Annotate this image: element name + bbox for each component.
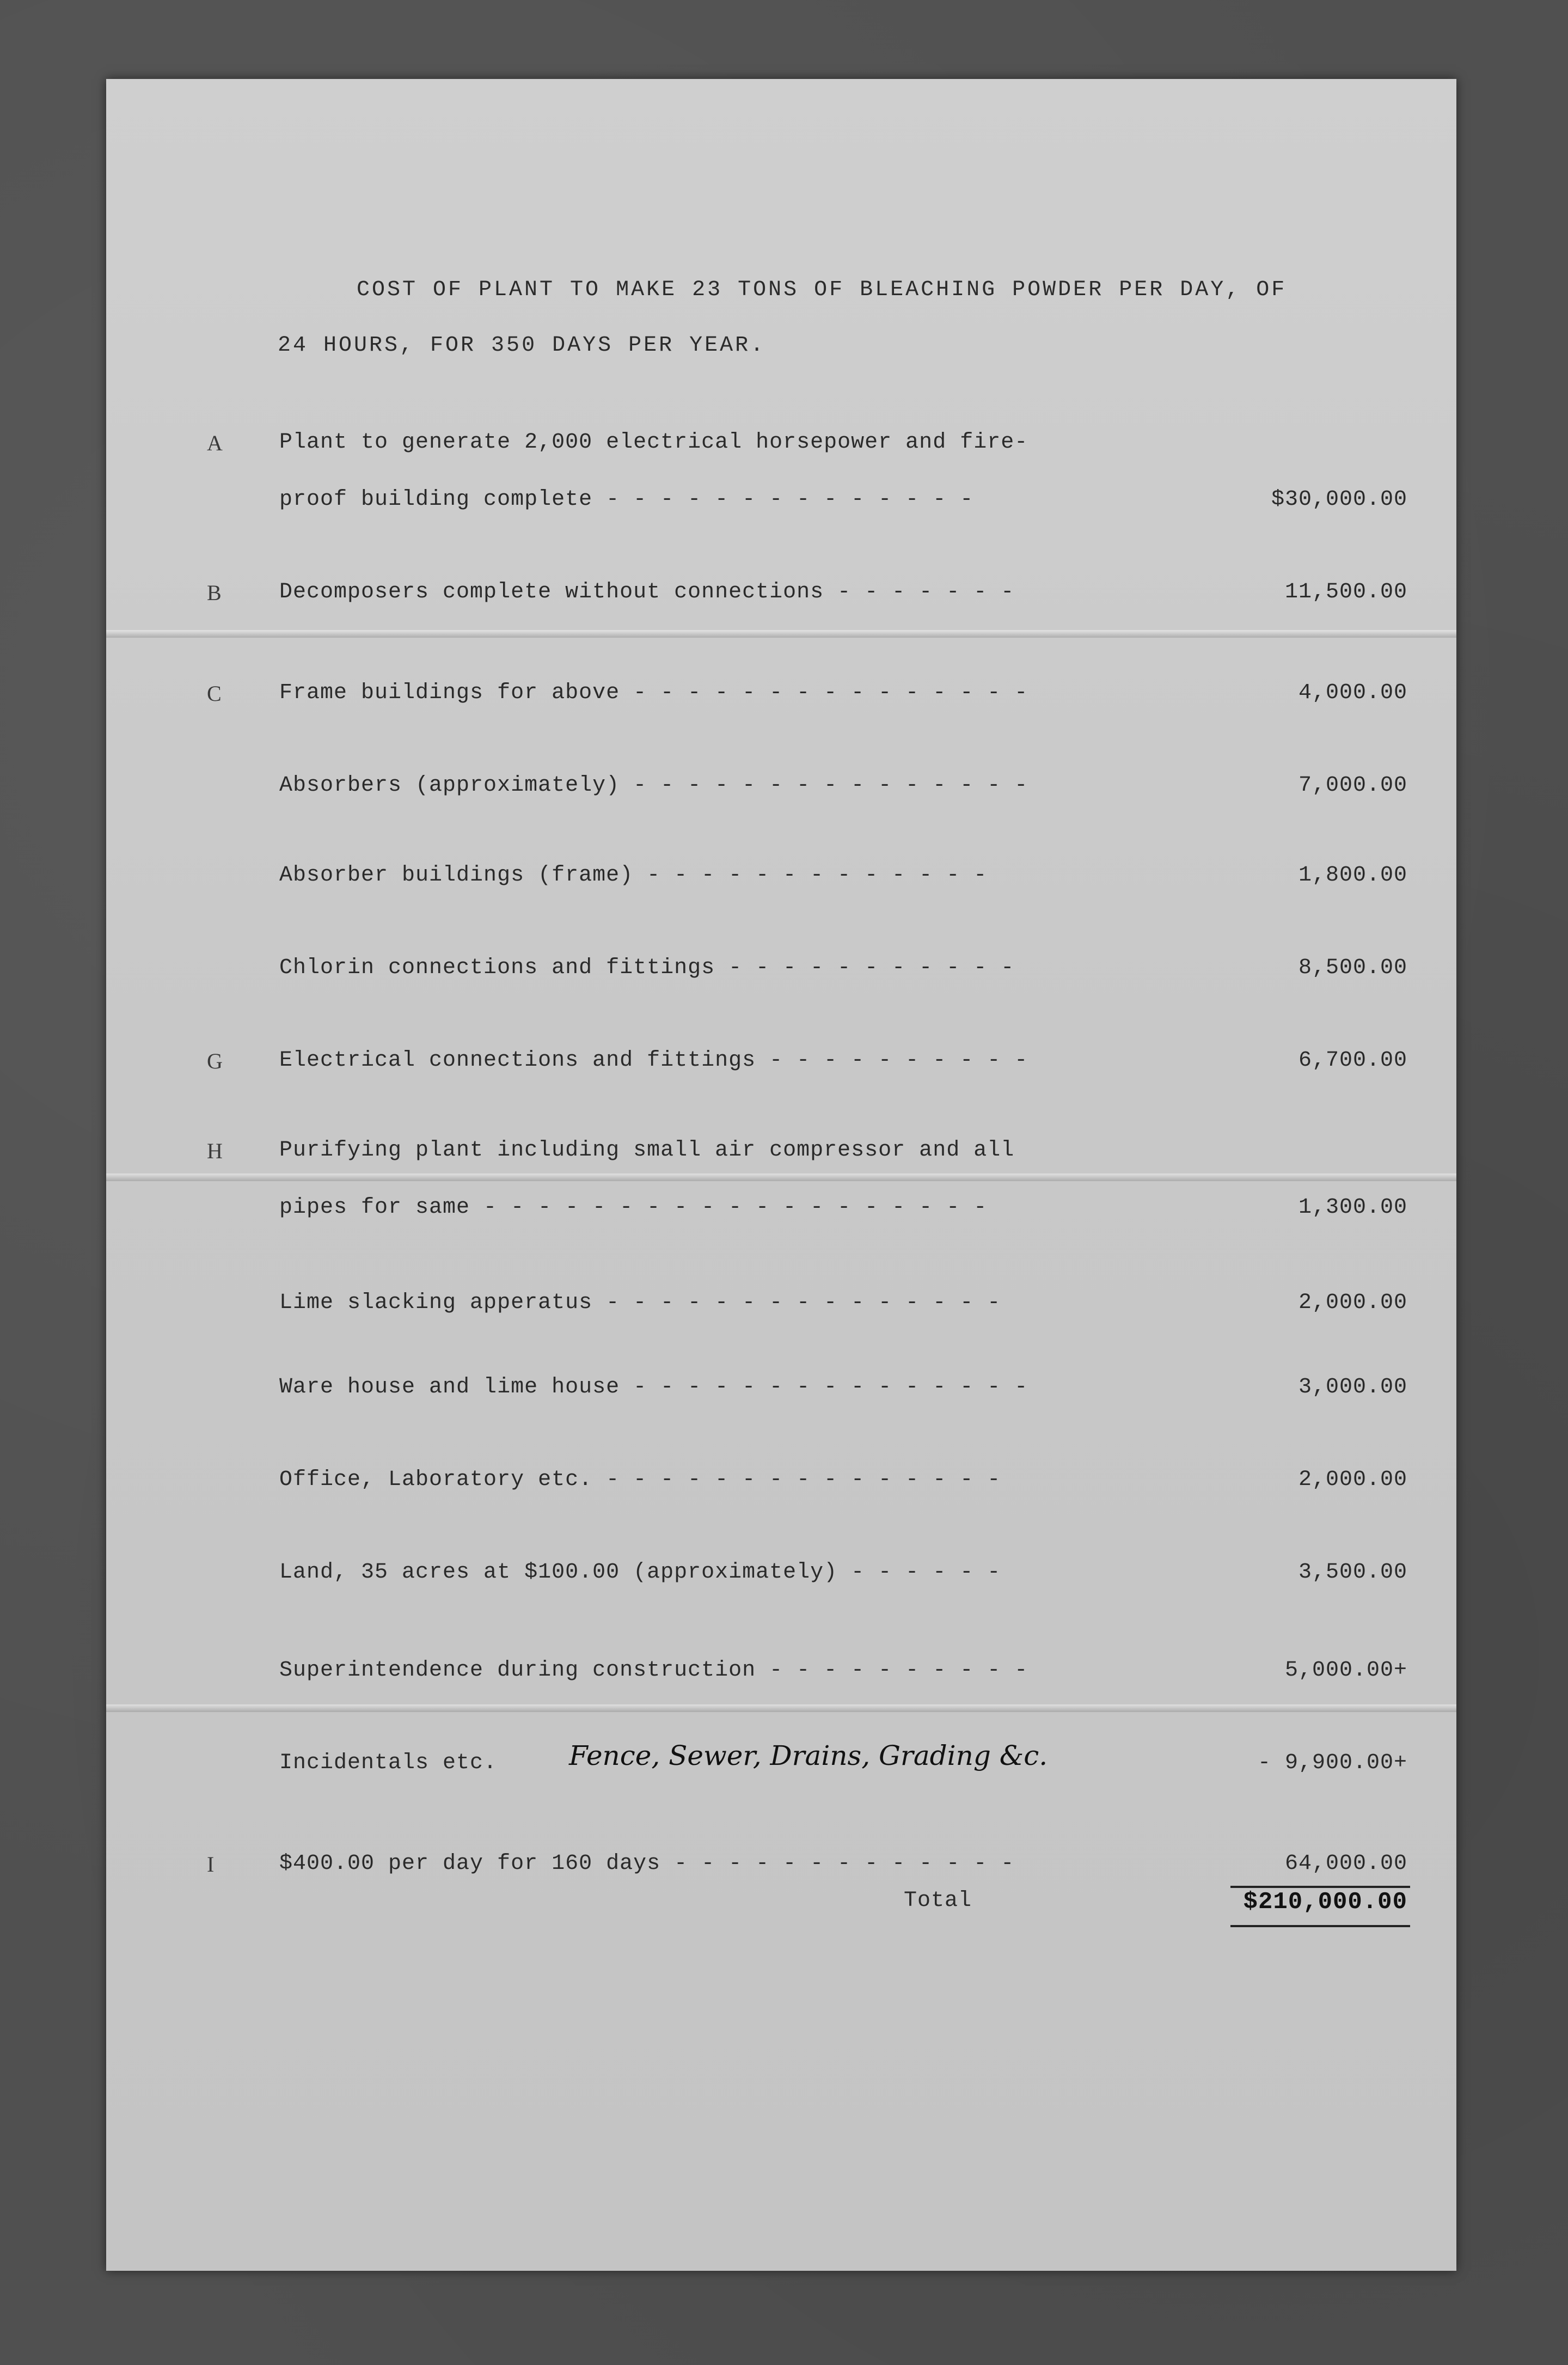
cost-item xyxy=(106,569,1456,613)
item-amount: 4,000.00 xyxy=(1298,681,1407,705)
item-description: Office, Laboratory etc. - - - - - - - - - - - - - - - xyxy=(279,1468,1001,1492)
item-amount: 1,300.00 xyxy=(1298,1195,1407,1220)
item-amount: 1,800.00 xyxy=(1298,863,1407,888)
fold-crease xyxy=(106,1174,1456,1181)
item-letter: A xyxy=(207,431,223,455)
item-amount: $30,000.00 xyxy=(1271,487,1407,512)
cost-item-continued xyxy=(106,1184,1456,1228)
cost-item xyxy=(106,1549,1456,1593)
item-amount: 2,000.00 xyxy=(1298,1291,1407,1315)
item-description: Absorbers (approximately) - - - - - - - - - - - - - - - xyxy=(279,773,1028,798)
cost-item xyxy=(106,1457,1456,1500)
item-description: Decomposers complete without connections - - - - - - - xyxy=(279,580,1015,604)
item-description: Incidentals etc. xyxy=(279,1751,498,1775)
document-sheet xyxy=(106,79,1456,2271)
item-description: Electrical connections and fittings - - - - - - - - - - xyxy=(279,1048,1028,1073)
cost-item xyxy=(106,1127,1456,1171)
total-row xyxy=(106,1883,1456,1921)
item-amount: 11,500.00 xyxy=(1284,580,1407,604)
cost-item xyxy=(106,1647,1456,1691)
item-letter: C xyxy=(207,681,222,706)
total-amount: $210,000.00 xyxy=(1243,1889,1407,1916)
item-amount: - 9,900.00+ xyxy=(1257,1751,1407,1775)
item-letter: G xyxy=(207,1049,223,1073)
handwritten-annotation: Fence, Sewer, Drains, Grading &c. xyxy=(569,1740,1048,1771)
item-description-continued: pipes for same - - - - - - - - - - - - - - - - - - - xyxy=(279,1195,988,1220)
cost-item xyxy=(106,1280,1456,1323)
item-amount: 3,500.00 xyxy=(1298,1560,1407,1585)
cost-item xyxy=(106,1037,1456,1081)
cost-item xyxy=(106,1364,1456,1408)
cost-item xyxy=(106,1841,1456,1884)
fold-crease xyxy=(106,630,1456,638)
item-amount: 3,000.00 xyxy=(1298,1375,1407,1400)
cost-item xyxy=(106,945,1456,988)
item-amount: 7,000.00 xyxy=(1298,773,1407,798)
item-description: Frame buildings for above - - - - - - - - - - - - - - - xyxy=(279,681,1028,705)
item-amount: 8,500.00 xyxy=(1298,956,1407,980)
item-letter: H xyxy=(207,1139,223,1163)
cost-item xyxy=(106,1740,1456,1783)
item-description: $400.00 per day for 160 days - - - - - - - - - - - - - xyxy=(279,1851,1015,1876)
item-description: Lime slacking apperatus - - - - - - - - - - - - - - - xyxy=(279,1291,1001,1315)
item-description: Absorber buildings (frame) - - - - - - - - - - - - - xyxy=(279,863,988,888)
item-amount: 2,000.00 xyxy=(1298,1468,1407,1492)
item-amount: 6,700.00 xyxy=(1298,1048,1407,1073)
document-title-line-2: 24 HOURS, FOR 350 DAYS PER YEAR. xyxy=(278,333,766,358)
total-label: Total xyxy=(904,1889,972,1913)
cost-item xyxy=(106,670,1456,713)
item-description: Ware house and lime house - - - - - - - - - - - - - - - xyxy=(279,1375,1028,1400)
item-letter: B xyxy=(207,580,222,605)
item-description: Chlorin connections and fittings - - - - - - - - - - - xyxy=(279,956,1015,980)
cost-item xyxy=(106,762,1456,806)
cost-item-continued xyxy=(106,476,1456,520)
item-description-continued: proof building complete - - - - - - - - - - - - - - xyxy=(279,487,974,512)
total-underline-rule xyxy=(1230,1925,1410,1927)
item-letter: I xyxy=(207,1852,215,1877)
item-amount: 64,000.00 xyxy=(1284,1851,1407,1876)
document-title-line-1: COST OF PLANT TO MAKE 23 TONS OF BLEACHING POWDER PER DAY, OF xyxy=(357,278,1287,302)
item-description: Superintendence during construction - - - - - - - - - - xyxy=(279,1658,1028,1683)
cost-item xyxy=(106,852,1456,896)
item-description: Land, 35 acres at $100.00 (approximately) - - - - - - xyxy=(279,1560,1001,1585)
item-description: Plant to generate 2,000 electrical horsepower and fire- xyxy=(279,430,1028,455)
cost-item xyxy=(106,419,1456,463)
item-amount: 5,000.00+ xyxy=(1284,1658,1407,1683)
fold-crease xyxy=(106,1704,1456,1712)
item-description: Purifying plant including small air compressor and all xyxy=(279,1138,1015,1163)
